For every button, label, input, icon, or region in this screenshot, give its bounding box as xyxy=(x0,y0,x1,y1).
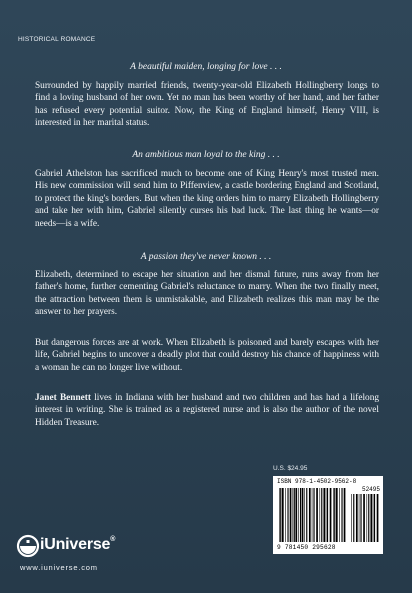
ean-digits: 9 781450 295628 xyxy=(277,544,336,551)
isbn-label: ISBN 978-1-4502-9562-8 xyxy=(277,478,357,485)
barcode xyxy=(273,476,383,554)
price-code: 52495 xyxy=(361,486,380,493)
author-name: Janet Bennett xyxy=(35,393,91,403)
barcode-bars xyxy=(273,476,383,554)
paragraph-4: But dangerous forces are at work. When Elizabeth is poisoned and barely escapes with her life, Gabriel begins to uncover a deadly plot that could destroy his chance of happiness with a woman he can no longer live without. xyxy=(35,338,379,373)
genre-label: HISTORICAL ROMANCE xyxy=(18,36,96,43)
tagline-2: An ambitious man loyal to the king . . . xyxy=(132,150,280,160)
paragraph-3: Elizabeth, determined to escape her situation and her dismal future, runs away from her father's home, further cementing Gabriel's reluctance to marry. When the two finally meet, the attraction between them is unmistakable, and Elizabeth realizes this man may be the answer to her prayers. xyxy=(35,270,379,318)
author-bio-text: lives in Indiana with her husband and two children and has had a lifelong interest in writing. She is trained as a registered nurse and is also the author of the novel Hidden Treasure. xyxy=(35,393,379,428)
tagline-3: A passion they've never known . . . xyxy=(140,252,272,262)
paragraph-1: Surrounded by happily married friends, twenty-year-old Elizabeth Hollingberry longs to find a loving husband of her own. Yet no man has been worthy of her hand, and her father has refused every potential suitor. Now, the King of England himself, Henry VIII, is interested in her marital status. xyxy=(35,81,379,129)
publisher-name: iUniverse® xyxy=(40,536,116,553)
paragraph-2: Gabriel Athelston has sacrificed much to become one of King Henry's most trusted men. His new commission will send him to Piffenview, a castle bordering England and Scotland, to protect the king's borders. But when the king orders him to marry Elizabeth Hollingberry and take her with him, Gabriel silently curses his bad luck. The last thing he wants—or needs—is a wife. xyxy=(35,169,379,229)
author-bio xyxy=(35,392,379,429)
publisher-url: www.iuniverse.com xyxy=(20,563,98,572)
tagline-1: A beautiful maiden, longing for love . . . xyxy=(130,62,282,72)
iuniverse-icon xyxy=(16,534,40,558)
price-label: U.S. $24.95 xyxy=(273,465,308,472)
